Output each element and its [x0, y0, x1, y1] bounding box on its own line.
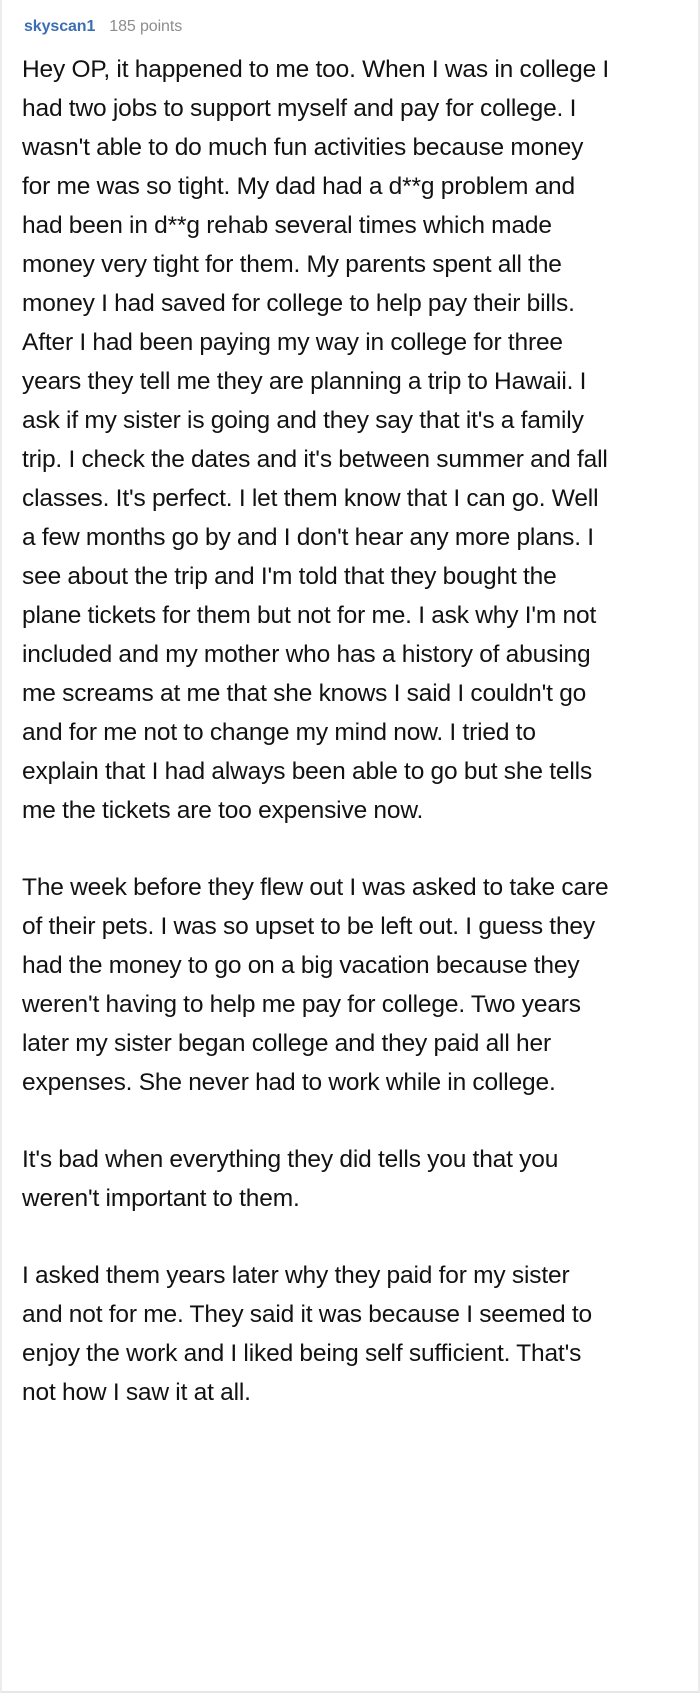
comment-paragraph: I asked them years later why they paid for my sister and not for me. They said it was because I seemed to enjoy the work and I liked being self sufficient. That's not how I saw it at all.	[22, 1262, 592, 1406]
comment-paragraph: Hey OP, it happened to me too. When I was in college I had two jobs to support myself and pay for college. I wasn't able to do much fun activities because money for me was so tight. My dad had a d**g problem and had been in d**g rehab several times which made money very tight for them. My parents spent all the money I had saved for college to help pay their bills. After I had been paying my way in college for three years they tell me they are planning a trip to Hawaii. I ask if my sister is going and they say that it's a family trip. I check the dates and it's between summer and fall classes. It's perfect. I let them know that I can go. Well a few months go by and I don't hear any more plans. I see about the trip and I'm told that they bought the plane tickets for them but not for me. I ask why I'm not included and my mother who has a history of abusing me screams at me that she knows I said I couldn't go and for me not to change my mind now. I tried to explain that I had always been able to go but she tells me the tickets are too expensive now.	[22, 56, 610, 824]
comment-paragraph: It's bad when everything they did tells you that you weren't important to them.	[22, 1146, 559, 1212]
comment-meta	[24, 18, 613, 42]
comment-score: 185 points	[109, 18, 183, 35]
comment-body	[22, 50, 613, 1412]
comment-author-link[interactable]: skyscan1	[24, 18, 96, 35]
comment-paragraph: The week before they flew out I was asked to take care of their pets. I was so upset to be left out. I guess they had the money to go on a big vacation because they weren't having to help me pay for college. Two years later my sister began college and they paid all her expenses. She never had to work while in college.	[22, 874, 609, 1096]
